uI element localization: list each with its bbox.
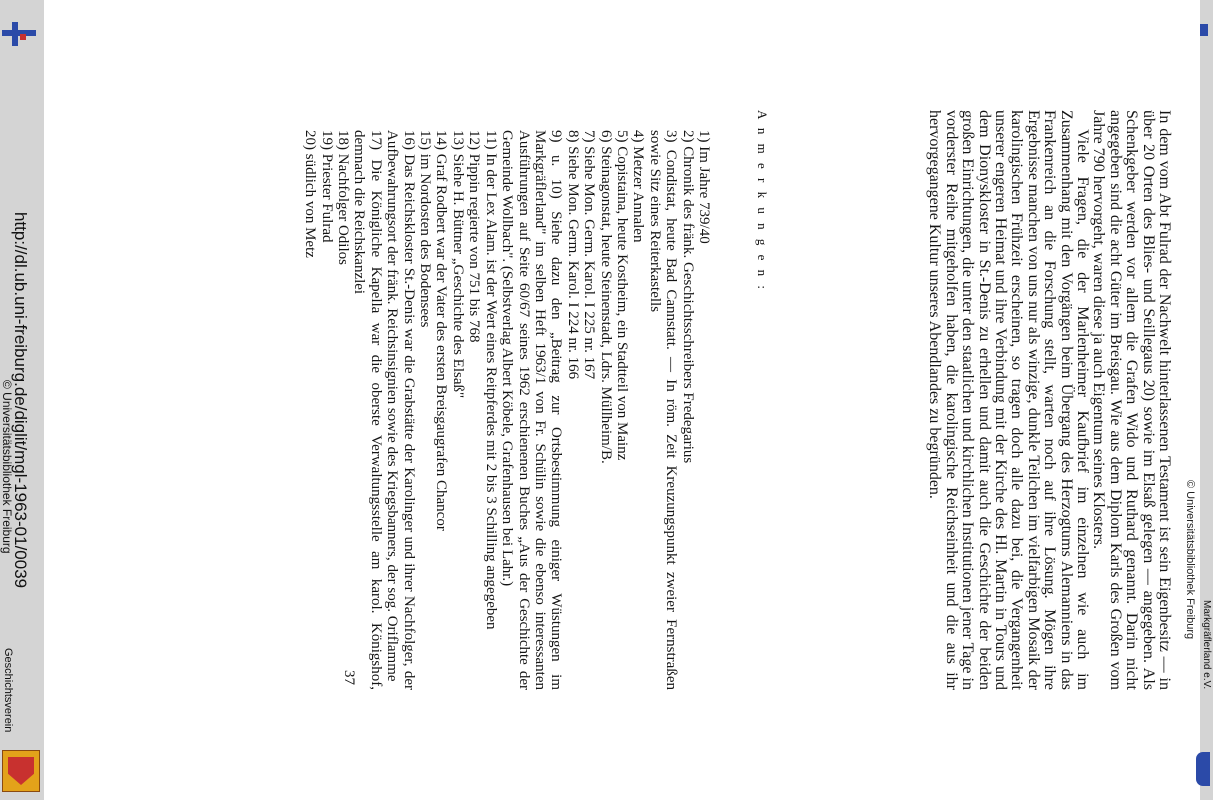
library-logo-icon [2, 22, 36, 46]
note-item: 16) Das Reichskloster St.-Denis war die Grabstätte der Karolinger und ihrer Nachfolger, der Aufbewahrungsort der fränk. Reichsinsignien sowie des Kriegsbanners, der sog. Oriflamme [384, 130, 417, 690]
note-item: 20) südlich von Metz [302, 130, 319, 258]
rotated-page-content [92, 110, 1172, 690]
library-logo-icon [1200, 24, 1208, 36]
society-crest-icon [2, 750, 40, 792]
notes-list [302, 110, 712, 690]
body-text [926, 110, 1172, 690]
society-text: Geschichtsverein [2, 648, 14, 733]
paragraph: In dem vom Abt Fulrad der Nachwelt hinterlassenen Testament ist sein Eigenbesitz — in über 20 Orten des Blies- und Seillegaus 20) sowie im Elsaß gelegen — angegeben. Als Schenkgeber werden vor allem die Grafen Wido und Ruthard genannt. Darin nicht angegeben sind die acht Güter im Breisgau. Wie aus dem Diplom Karls des Großen vom Jahre 790 hervorgeht, waren diese ja auch Eigentum seines Klosters. [1090, 110, 1173, 690]
note-item: 15) im Nordosten des Bodensees [417, 130, 434, 328]
note-item: 7) Siehe Mon. Germ. Karol. I 225 nr. 167 [581, 130, 598, 380]
note-item: 8) Siehe Mon. Germ. Karol. I 224 nr. 166 [564, 130, 581, 380]
note-item: 13) Siehe H. Büttner „Geschichte des Elsaß" [449, 130, 466, 399]
note-item: 11) In der Lex Alam. ist der Wert eines Reitpferdes mit 2 bis 3 Schilling angegeben [482, 130, 499, 630]
note-item: 9) u. 10) Siehe dazu den „Beitrag zur Ortsbestimmung einiger Wüstungen im Markgräflerland" im selben Heft 1963/1 von Fr. Schülin sowie die ebenso interessanten Ausführungen auf Seite 60/67 seines 1962 erschienenen Buches „Aus der Geschichte der Gemeinde Wollbach". (Selbstverlag Albert Köbele, Grafenhausen bei Lahr.) [499, 130, 565, 690]
note-item: 4) Metzer Annalen [630, 130, 647, 243]
scanned-page [44, 0, 1200, 800]
note-item: 14) Graf Rodbert war der Vater des ersten Breisgaugrafen Chancor [433, 130, 450, 531]
note-item: 3) Condistat, heute Bad Cannstatt. — In röm. Zeit Kreuzungspunkt zweier Fernstraßen sowie Sitz eines Reiterkastells [646, 130, 680, 690]
note-item: 5) Copistaina, heute Kostheim, ein Stadtteil von Mainz [613, 130, 630, 461]
document-url[interactable]: http://dl.ub.uni-freiburg.de/diglit/mgl-1963-01/0039 [11, 212, 30, 589]
copyright-text: © Universitätsbibliothek Freiburg [0, 380, 14, 554]
society-text: Markgräflerland e.V. [1201, 600, 1212, 690]
page-copyright: © Universitätsbibliothek Freiburg [1184, 480, 1196, 640]
note-item: 17) Die Königliche Kapella war die oberste Verwaltungsstelle am karol. Königshof, demnach die Reichskanzlei [351, 130, 384, 690]
note-item: 6) Steinagonstat, heute Steinenstadt, Ldrs. Müllheim/B. [597, 130, 614, 464]
note-item: 2) Chronik des fränk. Geschichtsschreibers Fredegarius [679, 130, 696, 464]
note-item: 19) Priester Fulrad [318, 130, 335, 243]
notes-heading: A n m e r k u n g e n : [755, 110, 770, 293]
note-item: 12) Pippin regierte von 751 bis 768 [466, 130, 483, 343]
viewer-left-strip [0, 0, 44, 800]
page-number: 37 [341, 670, 357, 685]
paragraph: Viele Fragen, die der Marlenheimer Kaufbrief im einzelnen wie auch im Zusammenhang mit den Vorgängen beim Übergang des Herzogtums Alemanniens in das Frankenreich an die Forschung stellt, warten noch auf ihre Lösung. Mögen ihre Ergebnisse manchen von uns nur als winzige, dunkle Teilchen im vielfarbigen Mosaik der karolingischen Frühzeit erscheinen, so tragen doch alle dazu bei, die Vergangenheit unserer engeren Heimat und ihre Verbindung mit der Kirche des Hl. Martin in Tours und dem Dionyskloster in St.-Denis zu erhellen und damit auch die Geschichte der beiden großen Einrichtungen, die unter den staatlichen und kirchlichen Institutionen jener Tage in vorderster Reihe mitgeholfen haben, die karolingische Reichseinheit und die aus ihr hervorgegangene Kultur unseres Abendlandes zu begründen. [926, 110, 1091, 690]
society-crest-icon [1196, 752, 1210, 786]
note-item: 1) Im Jahre 739/40 [696, 130, 712, 244]
note-item: 18) Nachfolger Odilos [335, 130, 352, 265]
